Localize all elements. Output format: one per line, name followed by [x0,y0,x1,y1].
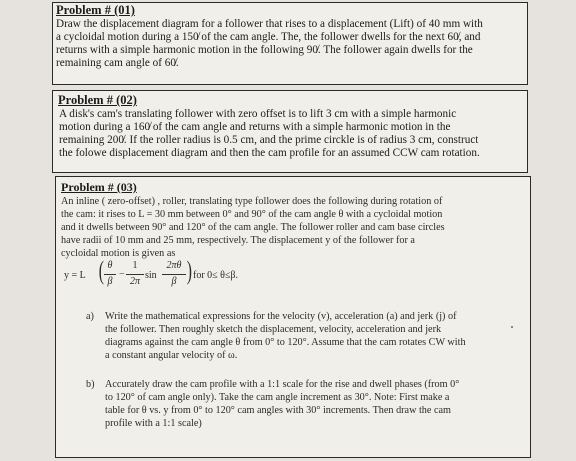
formula-close-paren: ) [186,256,192,285]
formula-frac3-den: β [171,276,177,287]
problem-2-line-3: remaining 200̸. If the roller radius is 0.5 cm, and the prime circkle is of radius 3 cm, construct [59,134,479,146]
formula-open-paren: ( [98,256,104,285]
part-b-line-3: table for θ vs. y from 0° to 120° cam angles with 30° increments. Then draw the cam [105,405,451,416]
part-a-label: a) [86,311,94,322]
formula-frac3-num: 2πθ [166,260,182,271]
part-a-line-1: Write the mathematical expressions for the velocity (v), acceleration (a) and jerk (j) of [105,311,457,322]
formula-frac2-num: 1 [132,260,138,271]
part-b-line-1: Accurately draw the cam profile with a 1:1 scale for the rise and dwell phases (from 0° [105,379,460,390]
problem-3-line-5: cycloidal motion is given as [61,248,176,259]
problem-3-line-4: have radii of 10 mm and 25 mm, respectively. The displacement y of the follower for a [61,235,415,246]
problem-3-line-2: the cam: it rises to L = 30 mm between 0° and 90° of the cam angle θ with a cycloidal motion [61,209,443,220]
problem-3-title: Problem # (03) [61,180,137,194]
problem-1-line-2: a cycloidal motion during a 150̸ of the cam angle. The, the follower dwells for the next 60̸, and [56,31,481,43]
problem-3-line-3: and it dwells between 90° and 120° of the cam angle. The follower roller and cam base circles [61,222,445,233]
problem-1-line-3: returns with a simple harmonic motion in the following 90̸. The follower again dwells for the [56,44,473,56]
formula-frac2-den: 2π [129,276,140,287]
problem-2-line-2: motion during a 160̸ of the cam angle and returns with a simple harmonic motion in the [59,121,451,133]
formula-minus: − [119,269,125,280]
stray-dot [511,326,513,328]
part-a-line-2: the follower. Then roughly sketch the displacement, velocity, acceleration and jerk [105,324,442,335]
formula-frac1-bar [104,274,116,275]
formula-frac1-den: β [107,276,113,287]
formula-sin: sin [145,270,157,281]
problem-2-line-4: the folowe displacement diagram and then the cam profile for an assumed CCW cam rotation. [59,147,480,159]
problem-1-line-1: Draw the displacement diagram for a follower that rises to a displacement (Lift) of 40 mm with [56,18,483,30]
problem-2-line-1: A disk's cam's translating follower with zero offset is to lift 3 cm with a simple harmonic [59,108,457,120]
problem-1-title: Problem # (01) [56,3,135,17]
formula-condition: for 0≤ θ≤β. [193,270,239,281]
formula-frac2-bar [126,274,144,275]
part-b-line-2: to 120° of cam angle only). Take the cam angle increment as 30°. Note: First make a [105,392,450,403]
problem-1-line-4: remaining cam angle of 60̸. [56,57,179,69]
part-b-label: b) [86,379,95,390]
formula-lhs: y = L [64,270,86,281]
part-a-line-3: diagrams against the cam angle θ from 0° to 120°. Assume that the cam rotates CW with [105,337,466,348]
problem-2-title: Problem # (02) [58,93,137,107]
part-a-line-4: a constant angular velocity of ω. [105,350,238,361]
formula-frac1-num: θ [107,260,113,271]
part-b-line-4: profile with a 1:1 scale) [105,418,202,429]
problem-3-line-1: An inline ( zero-offset) , roller, translating type follower does the following during rotation of [61,196,443,207]
formula-frac3-bar [162,274,186,275]
